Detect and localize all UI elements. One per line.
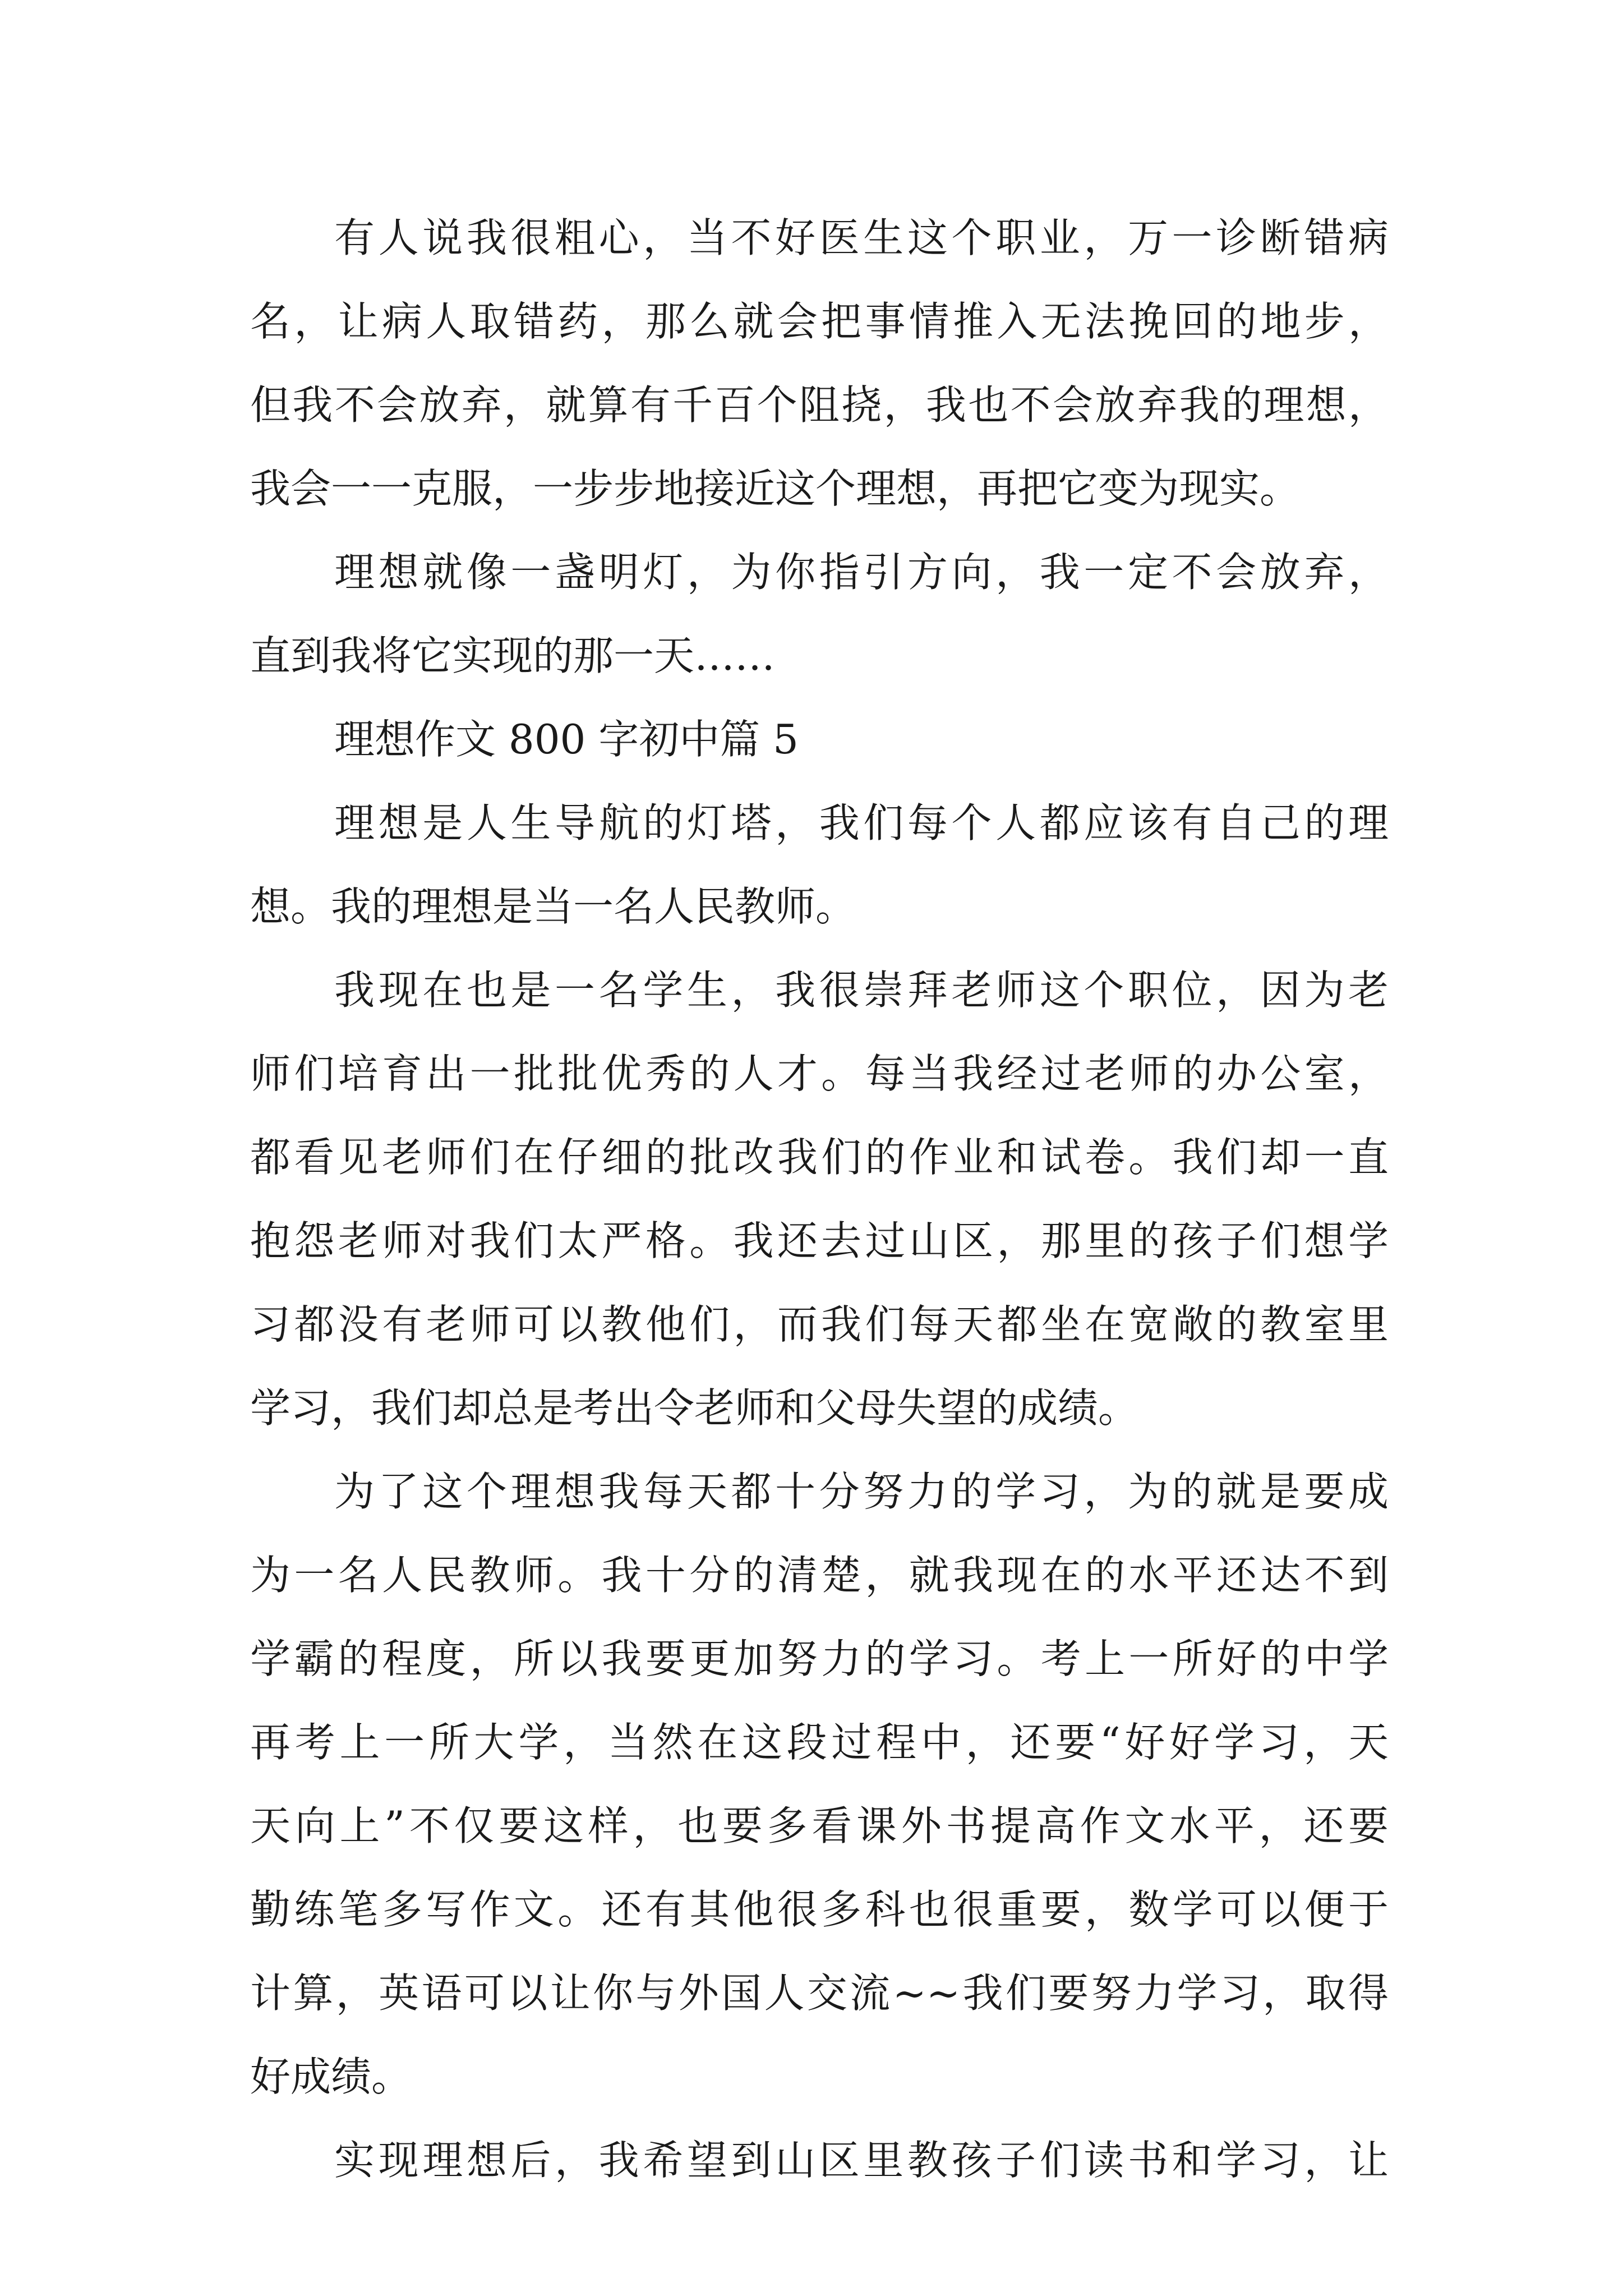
text-line: 想。我的理想是当一名人民教师。: [250, 883, 856, 930]
text-line: 为了这个理想我每天都十分努力的学习，为的就是要成: [334, 1468, 1389, 1515]
text-line: 习都没有老师可以教他们，而我们每天都坐在宽敞的教室里: [250, 1301, 1389, 1348]
text-line: 好成绩。: [250, 2053, 412, 2100]
text-line: 实现理想后，我希望到山区里教孩子们读书和学习，让: [334, 2137, 1389, 2184]
section-heading: 理想作文 800 字初中篇 5: [334, 716, 799, 763]
text-line: 名，让病人取错药，那么就会把事情推入无法挽回的地步，: [250, 298, 1389, 345]
text-line: 有人说我很粗心，当不好医生这个职业，万一诊断错病: [334, 214, 1389, 261]
text-line: 直到我将它实现的那一天……: [250, 632, 776, 679]
text-line: 天向上”不仅要这样，也要多看课外书提高作文水平，还要: [250, 1802, 1389, 1849]
text-line: 再考上一所大学，当然在这段过程中，还要“好好学习，天: [250, 1719, 1389, 1766]
text-line: 抱怨老师对我们太严格。我还去过山区，那里的孩子们想学: [250, 1217, 1389, 1264]
text-line: 都看见老师们在仔细的批改我们的作业和试卷。我们却一直: [250, 1134, 1389, 1181]
text-line: 我现在也是一名学生，我很崇拜老师这个职位，因为老: [334, 967, 1389, 1014]
text-line: 为一名人民教师。我十分的清楚，就我现在的水平还达不到: [250, 1552, 1389, 1599]
text-line: 计算，英语可以让你与外国人交流~~我们要努力学习，取得: [250, 1970, 1389, 2017]
text-line: 学霸的程度，所以我要更加努力的学习。考上一所好的中学: [250, 1635, 1389, 1682]
text-line: 学习，我们却总是考出令老师和父母失望的成绩。: [250, 1384, 1139, 1432]
body-text: [250, 196, 1389, 2202]
text-line: 师们培育出一批批优秀的人才。每当我经过老师的办公室，: [250, 1050, 1389, 1097]
text-line: 理想就像一盏明灯，为你指引方向，我一定不会放弃，: [334, 549, 1389, 596]
text-line: 勤练笔多写作文。还有其他很多科也很重要，数学可以便于: [250, 1886, 1389, 1933]
text-line: 但我不会放弃，就算有千百个阻挠，我也不会放弃我的理想，: [250, 381, 1389, 429]
text-line: 理想是人生导航的灯塔，我们每个人都应该有自己的理: [334, 799, 1389, 846]
text-line: 我会一一克服，一步步地接近这个理想，再把它变为现实。: [250, 465, 1301, 512]
